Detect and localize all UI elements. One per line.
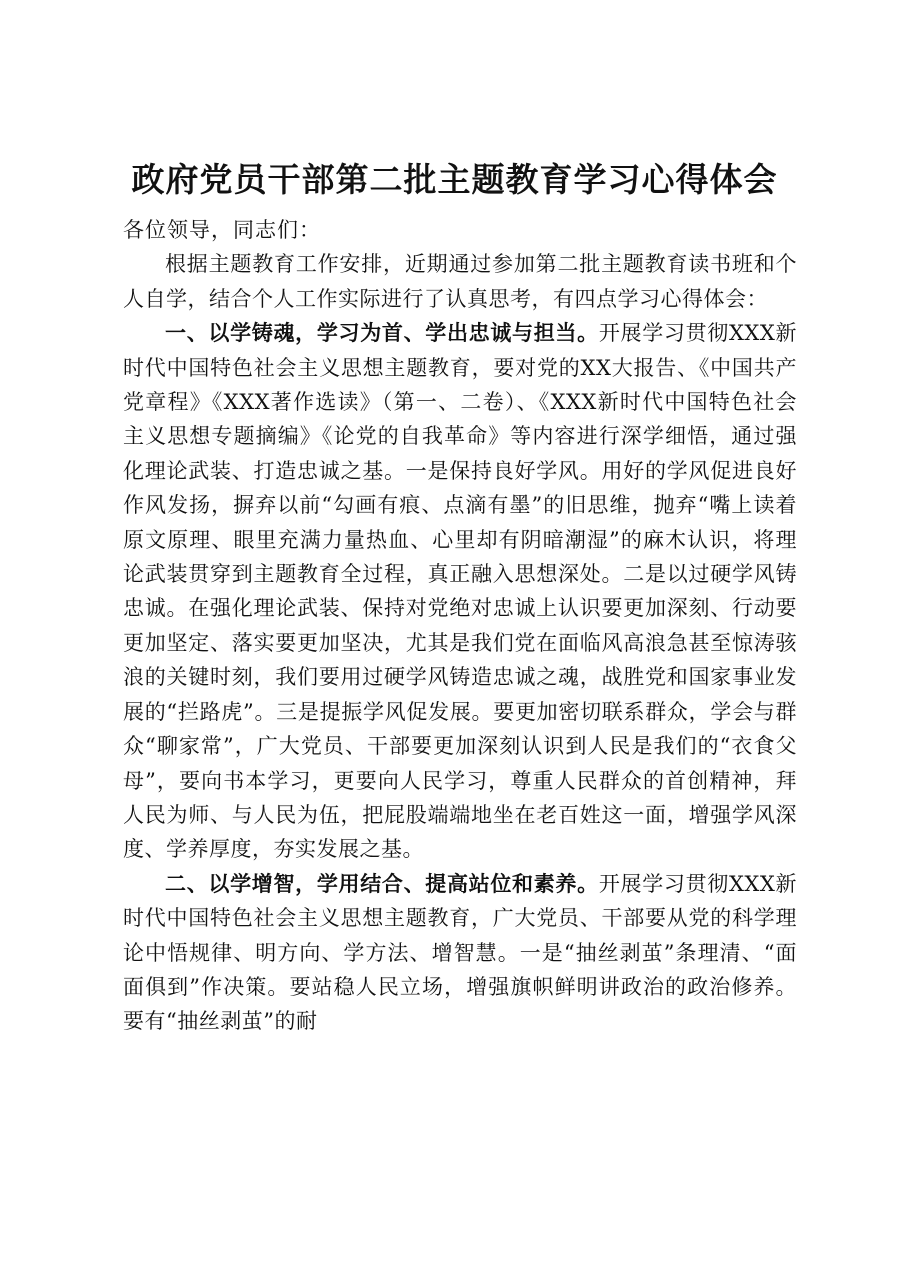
section-2-heading: 二、以学增智，学用结合、提高站位和素养。 — [165, 870, 599, 896]
section-1-body: 开展学习贯彻XXX新时代中国特色社会主义思想主题教育，要对党的XX大报告、《中国共产党章程》《XXX著作选读》（第一、二卷）、《XXX新时代中国特色社会主义思想专题摘编》《论党的自我革命》等内容进行深学细悟，通过强化理论武装、打造忠诚之基。一是保持良好学风。用好的学风促进良好作风发扬，摒弃以前“勾画有痕、点滴有墨”的旧思维，抛弃“嘴上读着原文原理、眼里充满力量热血、心里却有阴暗潮湿”的麻木认识，将理论武装贯穿到主题教育全过程，真正融入思想深处。二是以过硬学风铸忠诚。在强化理论武装、保持对党绝对忠诚上认识要更加深刻、行动要更加坚定、落实要更加坚决，尤其是我们党在面临风高浪急甚至惊涛骇浪的关键时刻，我们要用过硬学风铸造忠诚之魂，战胜党和国家事业发展的“拦路虎”。三是提振学风促发展。要更加密切联系群众，学会与群众“聊家常”，广大党员、干部要更加深刻认识到人民是我们的“衣食父母”，要向书本学习，更要向人民学习，尊重人民群众的首创精神，拜人民为师、与人民为伍，把屁股端端地坐在老百姓这一面，增强学风深度、学养厚度，夯实发展之基。 — [123, 321, 797, 862]
salutation: 各位领导，同志们： — [123, 218, 321, 242]
section-2-body: 开展学习贯彻XXX新时代中国特色社会主义思想主题教育，广大党员、干部要从党的科学理论中悟规律、明方向、学方法、增智慧。一是“抽丝剥茧”条理清、“面面俱到”作决策。要站稳人民立场，增强旗帜鲜明讲政治的政治修养。要有“抽丝剥茧”的耐 — [123, 871, 797, 1034]
section-1-heading: 一、以学铸魂，学习为首、学出忠诚与担当。 — [165, 320, 599, 346]
section-2-paragraph — [123, 867, 797, 1039]
intro-paragraph: 根据主题教育工作安排，近期通过参加第二批主题教育读书班和个人自学，结合个人工作实际进行了认真思考，有四点学习心得体会： — [123, 252, 797, 311]
section-1-paragraph — [123, 316, 797, 867]
document-title: 政府党员干部第二批主题教育学习心得体会 — [131, 160, 778, 199]
document-body — [123, 213, 797, 1039]
